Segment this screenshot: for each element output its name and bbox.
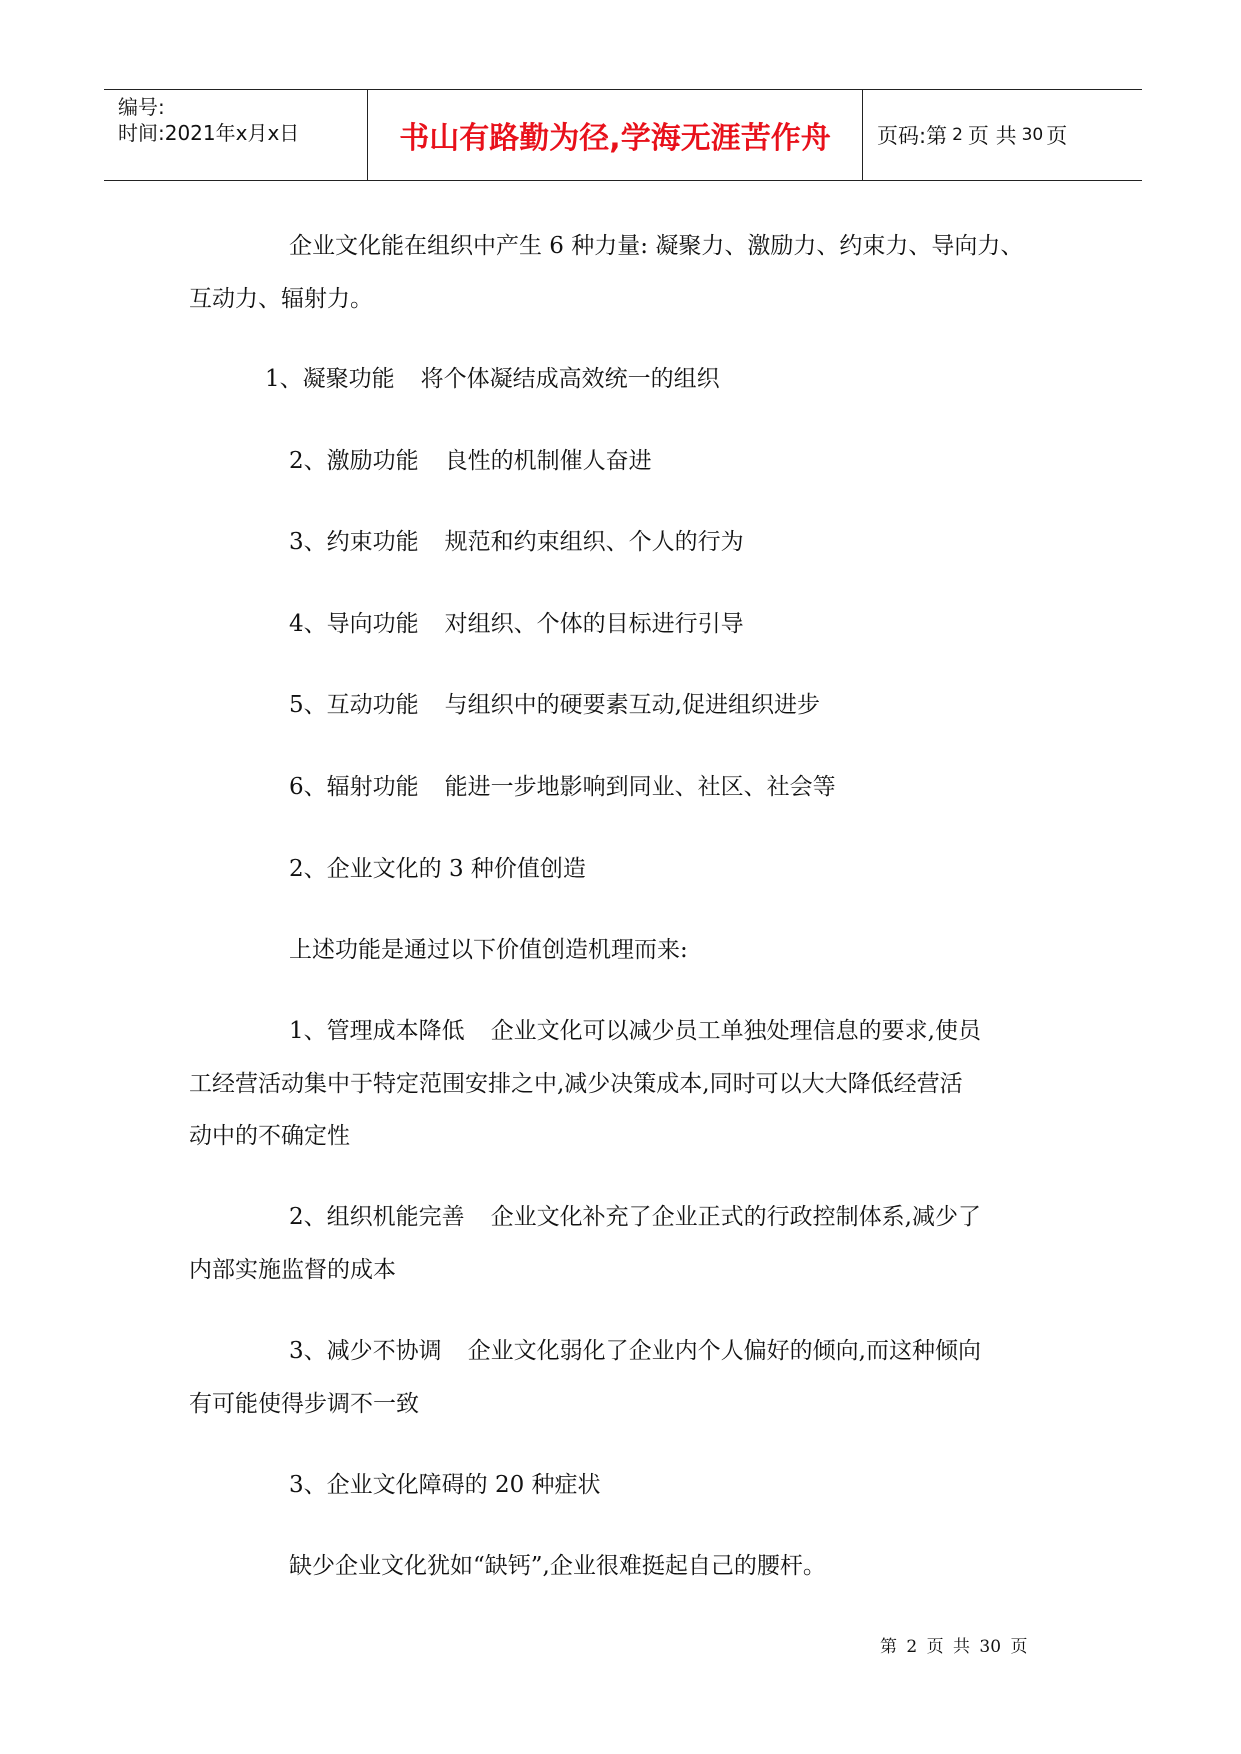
value-item-text: 企业文化可以减少员工单独处理信息的要求,使员 — [490, 1018, 981, 1044]
function-item-head: 3、约束功能 — [289, 529, 419, 555]
value-item-1-line — [289, 1016, 981, 1046]
function-item-text: 良性的机制催人奋进 — [444, 448, 652, 474]
page-current: 2 — [952, 125, 963, 145]
value-item-2-line: 内部实施监督的成本 — [189, 1257, 396, 1283]
function-item-text: 与组织中的硬要素互动,促进组织进步 — [444, 692, 820, 718]
page-footer: 第 2 页 共 30 页 — [880, 1637, 1028, 1657]
page-label: 页码:第 — [877, 124, 948, 148]
header-motto-cell — [368, 90, 863, 180]
value-item-3-line: 有可能使得步调不一致 — [189, 1391, 419, 1417]
header-meta — [104, 90, 368, 180]
value-item-head: 2、组织机能完善 — [289, 1204, 465, 1230]
header-page-number — [863, 90, 1142, 180]
value-item-head: 3、减少不协调 — [289, 1338, 442, 1364]
page-mid-label: 页 共 — [967, 124, 1017, 148]
function-item-head: 6、辐射功能 — [289, 774, 419, 800]
value-item-1-line: 动中的不确定性 — [189, 1123, 350, 1149]
function-item-4 — [289, 609, 744, 639]
intro-paragraph-line: 企业文化能在组织中产生 6 种力量: 凝聚力、激励力、约束力、导向力、 — [289, 233, 1024, 259]
function-item-text: 将个体凝结成高效统一的组织 — [420, 366, 720, 392]
page-total: 30 — [1021, 125, 1044, 145]
function-item-head: 1、凝聚功能 — [265, 366, 395, 392]
document-time: 时间:2021年x月x日 — [118, 121, 300, 145]
section-2-title: 2、企业文化的 3 种价值创造 — [289, 856, 586, 882]
function-item-text: 规范和约束组织、个人的行为 — [444, 529, 744, 555]
intro-paragraph-line: 互动力、辐射力。 — [189, 286, 373, 312]
function-item-3 — [289, 527, 744, 557]
section-2-intro: 上述功能是通过以下价值创造机理而来: — [289, 937, 688, 963]
value-item-2-line — [289, 1202, 981, 1232]
function-item-head: 5、互动功能 — [289, 692, 419, 718]
value-item-3-line — [289, 1336, 981, 1366]
function-item-2 — [289, 446, 652, 476]
page-header — [104, 89, 1142, 181]
function-item-6 — [289, 772, 836, 802]
function-item-1 — [265, 364, 720, 394]
value-item-text: 企业文化弱化了企业内个人偏好的倾向,而这种倾向 — [467, 1338, 981, 1364]
value-item-text: 企业文化补充了企业正式的行政控制体系,减少了 — [490, 1204, 981, 1230]
function-item-head: 4、导向功能 — [289, 611, 419, 637]
page-end-label: 页 — [1046, 124, 1068, 148]
function-item-text: 能进一步地影响到同业、社区、社会等 — [444, 774, 836, 800]
function-item-5 — [289, 690, 820, 720]
header-motto: 书山有路勤为径,学海无涯苦作舟 — [399, 121, 831, 156]
value-item-1-line: 工经营活动集中于特定范围安排之中,减少决策成本,同时可以大大降低经营活 — [189, 1071, 963, 1097]
function-item-head: 2、激励功能 — [289, 448, 419, 474]
value-item-head: 1、管理成本降低 — [289, 1018, 465, 1044]
section-3-title: 3、企业文化障碍的 20 种症状 — [289, 1472, 601, 1498]
section-3-intro: 缺少企业文化犹如“缺钙”,企业很难挺起自己的腰杆。 — [289, 1553, 826, 1579]
document-number-label: 编号: — [118, 95, 165, 119]
function-item-text: 对组织、个体的目标进行引导 — [444, 611, 744, 637]
